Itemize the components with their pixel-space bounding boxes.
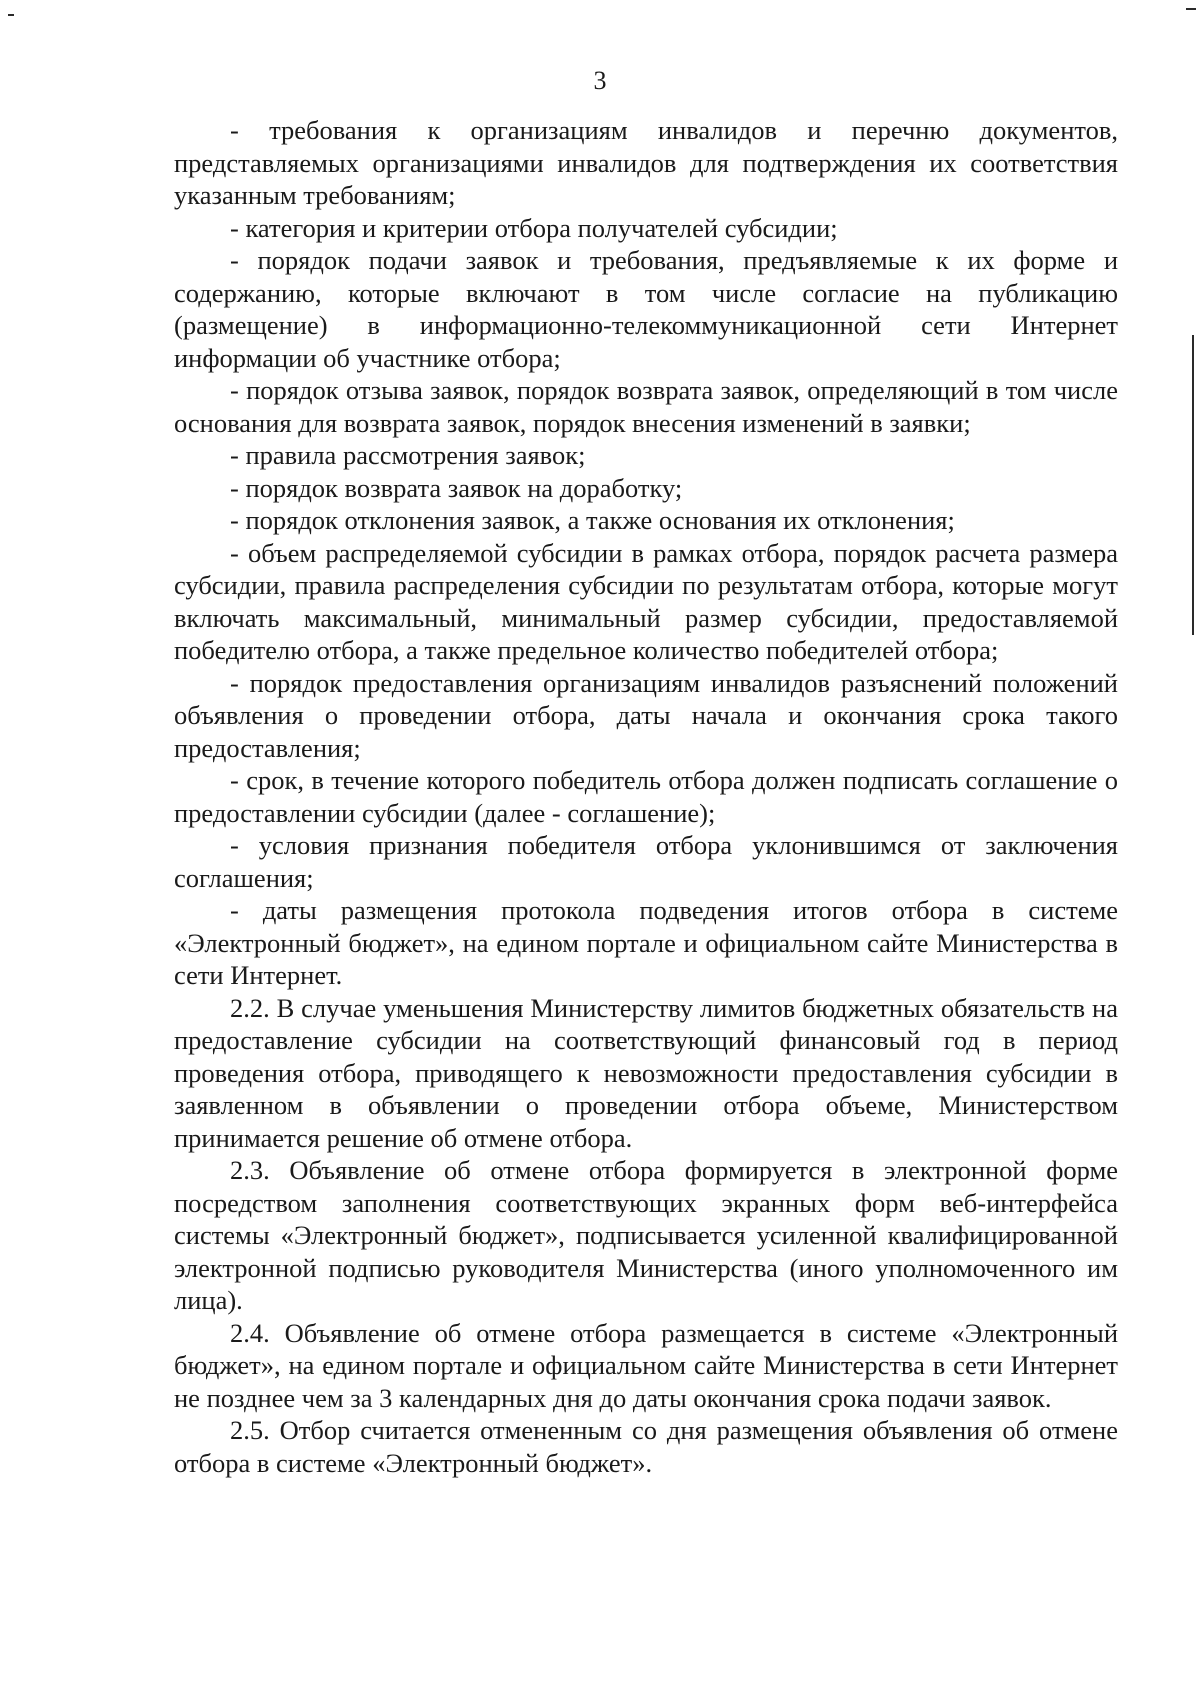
paragraph: 2.4. Объявление об отмене отбора размещается в системе «Электронный бюджет», на едином портале и официальном сайте Министерства в сети Интернет не позднее чем за 3 календарных дня до даты окончания срока подачи заявок. [174, 1317, 1118, 1413]
paragraph: 2.3. Объявление об отмене отбора формируется в электронной форме посредством заполнения соответствующих экранных форм веб-интерфейса системы «Электронный бюджет», подписывается усиленной квалифицированной электронной подписью руководителя Министерства (иного уполномоченного им лица). [174, 1155, 1118, 1315]
page-number: 3 [593, 66, 607, 95]
paragraph: - срок, в течение которого победитель отбора должен подписать соглашение о предоставлении субсидии (далее - соглашение); [174, 765, 1118, 828]
paragraph: - порядок подачи заявок и требования, предъявляемые к их форме и содержанию, которые включают в том числе согласие на публикацию (размещение) в информационно-телекоммуникационной сети Интернет информации об участнике отбора; [174, 245, 1118, 373]
paragraph: - порядок предоставления организациям инвалидов разъяснений положений объявления о проведении отбора, даты начала и окончания срока такого предоставления; [174, 667, 1118, 763]
paragraph: - порядок отклонения заявок, а также основания их отклонения; [230, 505, 955, 535]
paragraph: - даты размещения протокола подведения итогов отбора в системе «Электронный бюджет», на едином портале и официальном сайте Министерства в сети Интернет. [174, 895, 1118, 990]
paragraph: - требования к организациям инвалидов и перечню документов, представляемых организациями инвалидов для подтверждения их соответствия указанным требованиям; [174, 115, 1118, 210]
paragraph: - категория и критерии отбора получателей субсидии; [230, 212, 838, 243]
paragraph: - правила рассмотрения заявок; [230, 440, 586, 470]
scan-edge-mark-left [8, 14, 14, 16]
paragraph: - условия признания победителя отбора уклонившимся от заключения соглашения; [174, 830, 1118, 893]
scan-edge-mark-right [1186, 8, 1196, 10]
paragraph: - порядок возврата заявок на доработку; [230, 472, 683, 503]
paragraph: 2.2. В случае уменьшения Министерству лимитов бюджетных обязательств на предоставление субсидии на соответствующий финансовый год в период проведения отбора, приводящего к невозможности предоставления субсидии в заявленном в объявлении о проведении отбора объеме, Министерством принимается решение об отмене отбора. [174, 992, 1118, 1153]
paragraph: 2.5. Отбор считается отмененным со дня размещения объявления об отмене отбора в системе «Электронный бюджет». [174, 1415, 1118, 1478]
scan-edge-line-right [1192, 335, 1194, 635]
document-body [174, 114, 1118, 1479]
paragraph: - объем распределяемой субсидии в рамках отбора, порядок расчета размера субсидии, правила распределения субсидии по результатам отбора, которые могут включать максимальный, минимальный размер субсидии, предоставляемой победителю отбора, а также предельное количество победителей отбора; [174, 537, 1118, 665]
paragraph: - порядок отзыва заявок, порядок возврата заявок, определяющий в том числе основания для возврата заявок, порядок внесения изменений в заявки; [174, 375, 1118, 438]
